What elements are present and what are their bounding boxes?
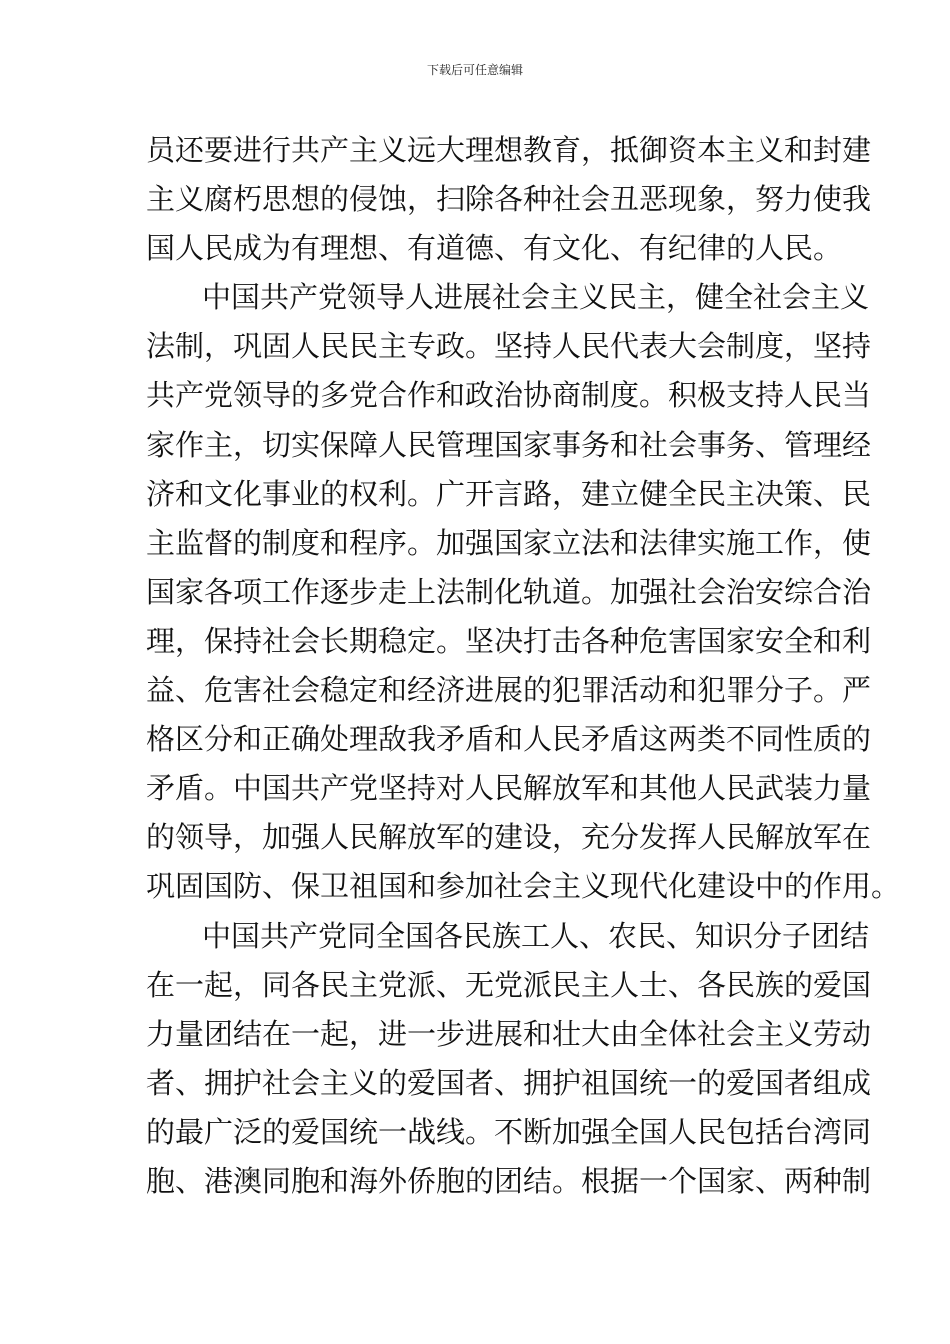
text-line: 力量团结在一起，进一步进展和壮大由全体社会主义劳动 bbox=[146, 1016, 872, 1051]
document-body bbox=[146, 126, 901, 1206]
text-line: 国家各项工作逐步走上法制化轨道。加强社会治安综合治 bbox=[146, 574, 872, 609]
text-line: 的领导，加强人民解放军的建设，充分发挥人民解放军在 bbox=[146, 820, 872, 855]
text-line: 共产党领导的多党合作和政治协商制度。积极支持人民当 bbox=[146, 378, 872, 413]
paragraph bbox=[146, 126, 872, 273]
text-line: 员还要进行共产主义远大理想教育，抵御资本主义和封建 bbox=[146, 133, 872, 167]
text-line: 主监督的制度和程序。加强国家立法和法律实施工作，使 bbox=[146, 525, 872, 560]
text-line: 胞、港澳同胞和海外侨胞的团结。根据一个国家、两种制 bbox=[146, 1163, 872, 1198]
text-line: 矛盾。中国共产党坚持对人民解放军和其他人民武装力量 bbox=[146, 771, 872, 806]
text-line: 理，保持社会长期稳定。坚决打击各种危害国家安全和利 bbox=[146, 623, 872, 658]
text-line: 主义腐朽思想的侵蚀，扫除各种社会丑恶现象，努力使我 bbox=[146, 182, 872, 217]
text-line: 中国共产党领导人进展社会主义民主，健全社会主义 bbox=[202, 280, 870, 315]
text-line: 巩固国防、保卫祖国和参加社会主义现代化建设中的作用。 bbox=[146, 869, 901, 904]
paragraph bbox=[146, 273, 901, 911]
text-line: 益、危害社会稳定和经济进展的犯罪活动和犯罪分子。严 bbox=[146, 673, 872, 708]
text-line: 法制，巩固人民民主专政。坚持人民代表大会制度，坚持 bbox=[146, 329, 872, 364]
paragraph bbox=[146, 912, 872, 1207]
text-line: 家作主，切实保障人民管理国家事务和社会事务、管理经 bbox=[146, 427, 872, 462]
text-line: 的最广泛的爱国统一战线。不断加强全国人民包括台湾同 bbox=[146, 1114, 872, 1149]
page-header: 下载后可任意编辑 bbox=[426, 63, 523, 77]
text-line: 国人民成为有理想、有道德、有文化、有纪律的人民。 bbox=[146, 231, 843, 266]
text-line: 者、拥护社会主义的爱国者、拥护祖国统一的爱国者组成 bbox=[146, 1065, 872, 1100]
text-line: 在一起，同各民主党派、无党派民主人士、各民族的爱国 bbox=[146, 967, 872, 1002]
text-line: 中国共产党同全国各民族工人、农民、知识分子团结 bbox=[202, 918, 870, 953]
text-line: 格区分和正确处理敌我矛盾和人民矛盾这两类不同性质的 bbox=[146, 722, 872, 757]
text-line: 济和文化事业的权利。广开言路，建立健全民主决策、民 bbox=[146, 476, 872, 511]
